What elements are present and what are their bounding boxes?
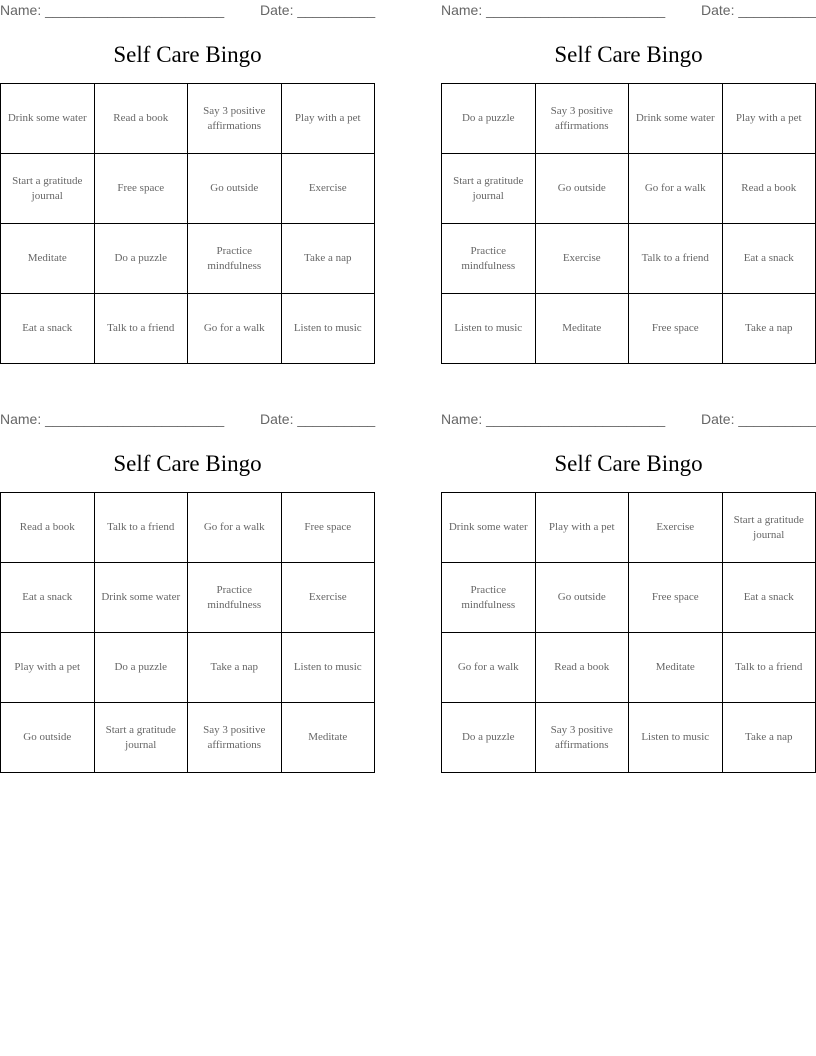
bingo-cell: Free space	[629, 294, 723, 364]
bingo-cell: Do a puzzle	[94, 224, 188, 294]
bingo-cell: Meditate	[281, 703, 375, 773]
bingo-cell: Read a book	[1, 493, 95, 563]
bingo-cell: Start a gratitude journal	[722, 493, 816, 563]
bingo-cell: Do a puzzle	[442, 703, 536, 773]
bingo-cell: Take a nap	[281, 224, 375, 294]
bingo-grid	[0, 492, 375, 773]
bingo-cell: Listen to music	[442, 294, 536, 364]
bingo-grid	[441, 83, 816, 364]
bingo-cell: Eat a snack	[1, 563, 95, 633]
bingo-cell: Take a nap	[188, 633, 282, 703]
grid-row	[442, 294, 816, 364]
bingo-cell: Free space	[94, 154, 188, 224]
grid-row	[442, 633, 816, 703]
bingo-cell: Free space	[629, 563, 723, 633]
bingo-cell: Take a nap	[722, 703, 816, 773]
bingo-cell: Read a book	[535, 633, 629, 703]
bingo-cell: Play with a pet	[535, 493, 629, 563]
card-title: Self Care Bingo	[113, 451, 262, 476]
bingo-cell: Drink some water	[1, 84, 95, 154]
date-field-label: Date: __________	[701, 411, 816, 427]
bingo-card	[441, 0, 816, 334]
card-header	[0, 409, 375, 431]
card-header	[441, 0, 816, 22]
bingo-cell: Eat a snack	[1, 294, 95, 364]
grid-row	[1, 633, 375, 703]
bingo-cell: Listen to music	[281, 294, 375, 364]
bingo-cell: Exercise	[535, 224, 629, 294]
bingo-cell: Go outside	[1, 703, 95, 773]
name-field-label: Name: _______________________	[441, 2, 666, 18]
bingo-cell: Do a puzzle	[442, 84, 536, 154]
name-field-label: Name: _______________________	[0, 411, 225, 427]
bingo-cell: Free space	[281, 493, 375, 563]
bingo-cell: Go outside	[535, 154, 629, 224]
bingo-cell: Meditate	[629, 633, 723, 703]
bingo-grid	[0, 83, 375, 364]
bingo-cell: Read a book	[94, 84, 188, 154]
bingo-cell: Exercise	[281, 563, 375, 633]
bingo-cell: Go for a walk	[188, 493, 282, 563]
bingo-cell: Play with a pet	[1, 633, 95, 703]
bingo-grid	[441, 492, 816, 773]
bingo-cell: Drink some water	[629, 84, 723, 154]
bingo-cell: Start a gratitude journal	[1, 154, 95, 224]
bingo-cell: Go for a walk	[442, 633, 536, 703]
card-title: Self Care Bingo	[554, 451, 703, 476]
bingo-cell: Say 3 positive affirmations	[535, 84, 629, 154]
bingo-cell: Go outside	[535, 563, 629, 633]
bingo-cell: Practice mindfulness	[442, 224, 536, 294]
grid-row	[1, 224, 375, 294]
bingo-cell: Say 3 positive affirmations	[188, 84, 282, 154]
card-header	[0, 0, 375, 22]
bingo-cell: Talk to a friend	[94, 493, 188, 563]
bingo-cell: Talk to a friend	[94, 294, 188, 364]
bingo-cell: Start a gratitude journal	[94, 703, 188, 773]
grid-row	[1, 84, 375, 154]
bingo-cell: Practice mindfulness	[442, 563, 536, 633]
bingo-cell: Drink some water	[442, 493, 536, 563]
grid-row	[442, 224, 816, 294]
bingo-cell: Exercise	[281, 154, 375, 224]
bingo-cell: Go for a walk	[188, 294, 282, 364]
bingo-cell: Talk to a friend	[629, 224, 723, 294]
bingo-cell: Drink some water	[94, 563, 188, 633]
date-field-label: Date: __________	[701, 2, 816, 18]
bingo-cell: Say 3 positive affirmations	[535, 703, 629, 773]
bingo-cell: Eat a snack	[722, 563, 816, 633]
card-title: Self Care Bingo	[554, 42, 703, 67]
grid-row	[1, 154, 375, 224]
grid-row	[442, 493, 816, 563]
bingo-card	[0, 0, 376, 334]
grid-row	[442, 703, 816, 773]
bingo-cell: Meditate	[1, 224, 95, 294]
bingo-cell: Practice mindfulness	[188, 563, 282, 633]
bingo-cell: Take a nap	[722, 294, 816, 364]
bingo-cell: Play with a pet	[722, 84, 816, 154]
bingo-cell: Go outside	[188, 154, 282, 224]
bingo-cell: Start a gratitude journal	[442, 154, 536, 224]
bingo-cell: Eat a snack	[722, 224, 816, 294]
grid-row	[1, 703, 375, 773]
bingo-cell: Exercise	[629, 493, 723, 563]
grid-row	[442, 563, 816, 633]
card-title: Self Care Bingo	[113, 42, 262, 67]
grid-row	[1, 493, 375, 563]
grid-row	[442, 154, 816, 224]
bingo-cell: Practice mindfulness	[188, 224, 282, 294]
date-field-label: Date: __________	[260, 411, 376, 427]
bingo-cell: Play with a pet	[281, 84, 375, 154]
bingo-card	[441, 409, 816, 751]
bingo-cell: Talk to a friend	[722, 633, 816, 703]
name-field-label: Name: _______________________	[0, 2, 225, 18]
bingo-cell: Do a puzzle	[94, 633, 188, 703]
bingo-cell: Read a book	[722, 154, 816, 224]
grid-row	[1, 294, 375, 364]
bingo-card	[0, 409, 376, 751]
grid-row	[442, 84, 816, 154]
grid-row	[1, 563, 375, 633]
bingo-cell: Go for a walk	[629, 154, 723, 224]
bingo-cell: Listen to music	[629, 703, 723, 773]
name-field-label: Name: _______________________	[441, 411, 666, 427]
card-header	[441, 409, 816, 431]
bingo-cell: Say 3 positive affirmations	[188, 703, 282, 773]
date-field-label: Date: __________	[260, 2, 376, 18]
bingo-cell: Listen to music	[281, 633, 375, 703]
bingo-cell: Meditate	[535, 294, 629, 364]
